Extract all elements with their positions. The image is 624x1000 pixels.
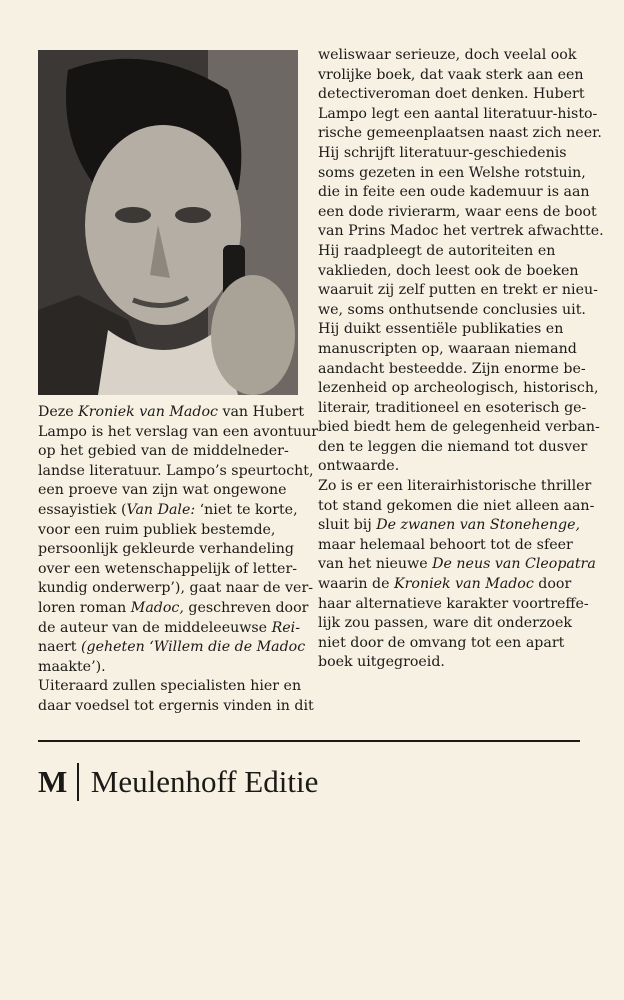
body-text: naert xyxy=(38,639,77,656)
text-line xyxy=(38,599,308,619)
body-text: ontwaarde. xyxy=(318,458,400,475)
body-text: aandacht besteedde. Zijn enorme be- xyxy=(318,360,586,377)
text-line xyxy=(318,634,588,654)
text-line xyxy=(38,560,308,580)
text-line xyxy=(318,105,598,125)
body-text: geschreven door xyxy=(183,599,309,616)
text-line xyxy=(318,320,588,340)
body-text: Uiteraard zullen specialisten hier en xyxy=(38,678,302,695)
body-text: Lampo legt een aantal literatuur-histo- xyxy=(318,105,598,122)
body-text: niet door de omvang tot een apart xyxy=(318,634,565,651)
text-line xyxy=(318,575,588,595)
text-line xyxy=(318,438,588,458)
text-line xyxy=(318,653,588,673)
body-text: we, soms onthutsende conclusies uit. xyxy=(318,301,586,318)
text-line xyxy=(318,516,588,536)
text-line xyxy=(38,501,308,521)
text-line xyxy=(318,222,604,242)
body-text: persoonlijk gekleurde verhandeling xyxy=(38,541,294,558)
italic-title-text: Van Dale: xyxy=(126,501,196,518)
body-text: lezenheid op archeologisch, historisch, xyxy=(318,380,599,397)
body-text: de auteur van de middeleeuwse xyxy=(38,619,272,636)
body-text: op het gebied van de middelneder- xyxy=(38,443,289,460)
body-text: die in feite een oude kademuur is aan xyxy=(318,184,590,201)
body-text: voor een ruim publiek bestemde, xyxy=(38,521,276,538)
text-line xyxy=(38,638,308,658)
italic-title-text: De zwanen van Stonehenge, xyxy=(376,517,581,534)
body-text: Lampo is het verslag van een avontuur xyxy=(38,423,319,440)
text-line xyxy=(318,66,588,86)
divider-line xyxy=(38,740,580,742)
body-text: detectiveroman doet denken. Hubert xyxy=(318,86,585,103)
text-line xyxy=(38,423,319,443)
text-line xyxy=(38,462,314,482)
text-line xyxy=(318,262,588,282)
body-text: den te leggen die niemand tot dusver xyxy=(318,438,588,455)
text-line xyxy=(318,379,599,399)
italic-title-text: Kroniek van Madoc xyxy=(394,576,534,593)
italic-title-text: (geheten ‘Willem die de Madoc xyxy=(76,639,306,656)
body-text: Hij duikt essentiële publikaties en xyxy=(318,321,564,338)
publisher-series-name: Meulenhoff Editie xyxy=(90,764,319,799)
publisher-logo-mark: M xyxy=(38,764,68,799)
body-text: ‘niet te korte, xyxy=(195,501,298,518)
right-text-column xyxy=(318,46,604,673)
body-text: vaklieden, doch leest ook de boeken xyxy=(318,262,579,279)
body-text: een proeve van zijn wat ongewone xyxy=(38,482,287,499)
body-text: soms gezeten in een Welshe rotstuin, xyxy=(318,164,586,181)
text-line xyxy=(318,281,598,301)
text-line xyxy=(318,477,592,497)
text-line xyxy=(318,203,597,223)
body-text: boek uitgegroeid. xyxy=(318,654,445,671)
body-text: Zo is er een literairhistorische thriller xyxy=(318,478,592,495)
body-text: lijk zou passen, ware dit onderzoek xyxy=(318,615,572,632)
text-line xyxy=(38,697,314,717)
body-text: waarin de xyxy=(318,576,395,593)
body-text: weliswaar serieuze, doch veelal ook xyxy=(318,47,577,63)
left-text-column xyxy=(38,403,319,717)
body-text: Deze xyxy=(38,404,79,420)
body-text: daar voedsel tot ergernis vinden in dit xyxy=(38,697,314,714)
text-line xyxy=(318,301,588,321)
body-text: van Prins Madoc het vertrek afwachtte. xyxy=(318,223,604,240)
body-text: landse literatuur. Lampo’s speurtocht, xyxy=(38,462,314,479)
body-text: van Hubert xyxy=(217,404,305,420)
text-line xyxy=(318,242,588,262)
body-text: waaruit zij zelf putten en trekt er nieu- xyxy=(318,282,598,299)
text-line xyxy=(318,124,602,144)
body-text: Hij schrijft literatuur-geschiedenis xyxy=(318,144,567,161)
body-text: vrolijke boek, dat vaak sterk aan een xyxy=(318,66,584,83)
text-line xyxy=(38,442,308,462)
text-line xyxy=(318,46,588,66)
body-text: rische gemeenplaatsen naast zich neer. xyxy=(318,125,602,142)
body-text: haar alternatieve karakter voortreffe- xyxy=(318,595,589,612)
text-line xyxy=(38,677,308,697)
italic-title-text: Kroniek van Madoc xyxy=(78,404,218,420)
text-line xyxy=(318,399,588,419)
body-text: essayistiek ( xyxy=(38,501,127,518)
author-portrait xyxy=(38,50,298,395)
text-line xyxy=(318,497,595,517)
text-line xyxy=(318,183,588,203)
body-text: over een wetenschappelijk of letter- xyxy=(38,560,298,577)
text-line xyxy=(318,418,600,438)
text-line xyxy=(318,555,596,575)
text-line xyxy=(38,579,314,599)
body-text: kundig onderwerp’), gaat naar de ver- xyxy=(38,580,314,597)
text-line xyxy=(318,340,588,360)
text-line xyxy=(38,403,308,423)
body-text: maakte’). xyxy=(38,658,106,675)
text-line xyxy=(318,360,588,380)
text-line xyxy=(38,658,308,678)
italic-title-text: Rei- xyxy=(271,619,300,636)
author-portrait-icon xyxy=(38,50,298,395)
text-line xyxy=(318,536,588,556)
body-text: een dode rivierarm, waar eens de boot xyxy=(318,203,597,220)
body-text: bied biedt hem de gelegenheid verban- xyxy=(318,419,600,436)
text-line xyxy=(318,164,588,184)
text-line xyxy=(38,619,308,639)
text-line xyxy=(318,457,588,477)
body-text: literair, traditioneel en esoterisch ge- xyxy=(318,399,587,416)
body-text: loren roman xyxy=(38,599,131,616)
body-text: tot stand gekomen die niet alleen aan- xyxy=(318,497,595,514)
body-text: van het nieuwe xyxy=(318,556,433,573)
text-line xyxy=(318,595,588,615)
imprint-separator xyxy=(77,763,79,801)
italic-title-text: De neus van Cleopatra xyxy=(432,556,596,573)
text-line xyxy=(38,540,308,560)
text-line xyxy=(318,85,588,105)
text-line xyxy=(318,144,588,164)
publisher-imprint xyxy=(38,760,318,804)
body-text: maar helemaal behoort tot de sfeer xyxy=(318,536,573,553)
text-line xyxy=(38,521,308,541)
italic-title-text: Madoc, xyxy=(130,599,184,616)
body-text: sluit bij xyxy=(318,517,377,534)
body-text: door xyxy=(533,576,572,593)
body-text: manuscripten op, waaraan niemand xyxy=(318,340,577,357)
text-line xyxy=(318,614,588,634)
body-text: Hij raadpleegt de autoriteiten en xyxy=(318,242,556,259)
text-line xyxy=(38,481,308,501)
